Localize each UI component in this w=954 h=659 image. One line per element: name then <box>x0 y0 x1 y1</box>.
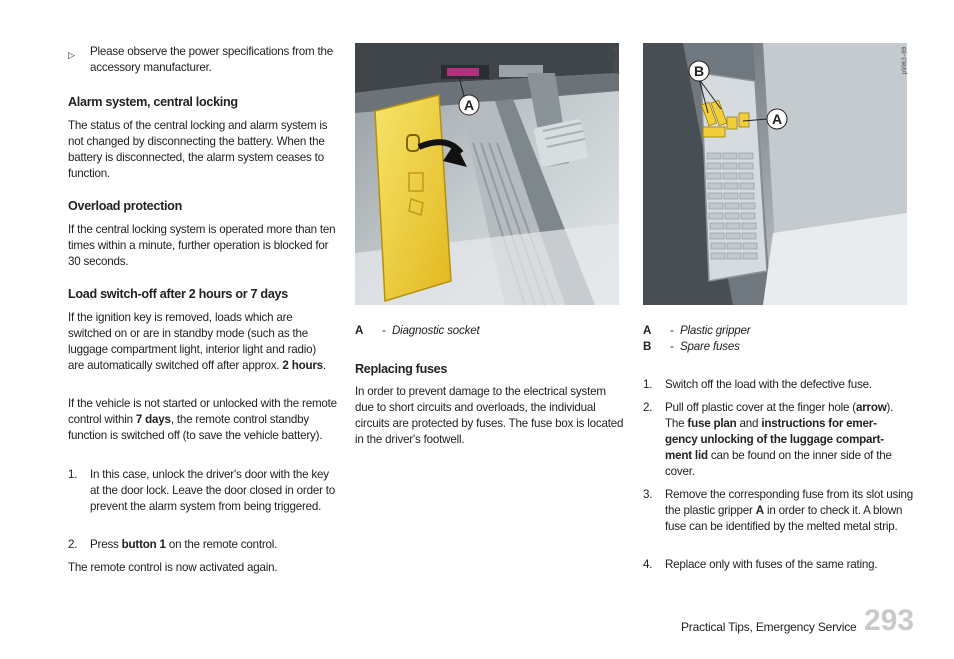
step-text: Switch off the load with the defective fuse. <box>665 378 872 391</box>
closing-text: The remote control is now activated again. <box>68 561 278 574</box>
loadswitch-paragraph-2: If the vehicle is not started or unlocked with the remote control within 7 days, the remote control standby function is switched off (to save the vehicle battery). <box>68 397 337 442</box>
fuses-paragraph: In order to prevent damage to the electrical system due to short circuits and overloads, the individual circuits are protected by fuses. The fuse box is located in the driver's footwell. <box>355 385 624 446</box>
step-number: 2. <box>68 538 78 551</box>
alarm-paragraph: The status of the central locking and alarm system is not changed by disconnecting the battery. When the battery is disconnected, the alarm system ceases to function. <box>68 119 328 180</box>
caption-letter: A <box>355 324 364 337</box>
caption-text: Diagnostic socket <box>392 324 480 337</box>
step-text: In this case, unlock the driver's door with the key at the door lock. Leave the door closed in order to prevent the alarm system from being triggered. <box>90 468 336 513</box>
step-number: 2. <box>643 401 653 414</box>
footer-section-title: Practical Tips, Emergency Service <box>681 620 857 634</box>
overload-heading: Overload protection <box>68 199 182 213</box>
fusebox-drawing <box>643 43 907 305</box>
step-number: 1. <box>68 468 78 481</box>
step-text: Replace only with fuses of the same rating. <box>665 558 878 571</box>
loadswitch-heading: Load switch-off after 2 hours or 7 days <box>68 287 288 301</box>
step-text: Pull off plastic cover at the finger hole (arrow). The fuse plan and instructions for emer- gency unlocking of the luggage compart- ment lid can be found on the inner side of the cover. <box>665 401 894 478</box>
caption-text: Spare fuses <box>680 340 740 353</box>
caption-letter: B <box>643 340 652 353</box>
page-number: 293 <box>864 604 915 637</box>
callout-b: B <box>694 63 704 79</box>
step-text: Remove the corresponding fuse from its slot using the plastic gripper A in order to check it. A blown fuse can be identified by the melted metal strip. <box>665 488 913 533</box>
caption-text: Plastic gripper <box>680 324 751 337</box>
fuse-box-illustration <box>643 43 907 305</box>
caption-dash: - <box>670 340 674 353</box>
step-number: 3. <box>643 488 653 501</box>
overload-paragraph: If the central locking system is operated more than ten times within a minute, further operation is blocked for 30 seconds. <box>68 223 336 268</box>
caption-letter: A <box>643 324 652 337</box>
step-text: Press button 1 on the remote control. <box>90 538 278 551</box>
caption-dash: - <box>382 324 386 337</box>
footwell-drawing <box>355 43 619 305</box>
image-code: p9963-00 <box>901 47 908 75</box>
callout-a: A <box>772 111 782 127</box>
note-triangle-icon: ▷ <box>68 50 75 60</box>
step-number: 1. <box>643 378 653 391</box>
note-text: Please observe the power specifications from the accessory manufacturer. <box>90 45 334 74</box>
loadswitch-paragraph-1: If the ignition key is removed, loads which are switched on or are in standby mode (such as the luggage compartment light, interior light and radio) are automatically switched off after approx. 2 hours. <box>68 311 326 372</box>
alarm-heading: Alarm system, central locking <box>68 95 238 109</box>
image-code: p9961-00 <box>613 47 620 75</box>
callout-a: A <box>464 97 474 113</box>
fuses-heading: Replacing fuses <box>355 362 448 376</box>
caption-dash: - <box>670 324 674 337</box>
diagnostic-socket-illustration <box>355 43 619 305</box>
step-number: 4. <box>643 558 653 571</box>
